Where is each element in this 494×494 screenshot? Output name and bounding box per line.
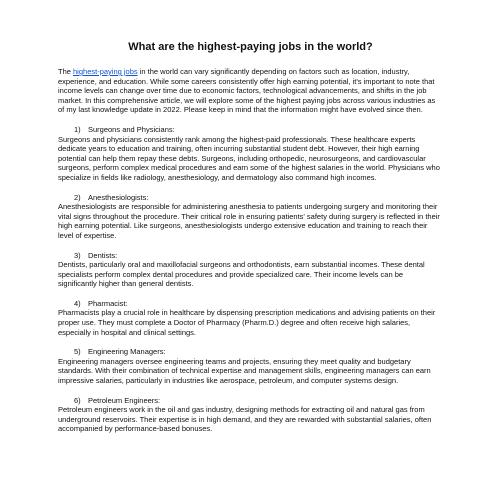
section-pharmacist (58, 299, 443, 337)
section-heading (74, 193, 443, 203)
section-heading (74, 347, 443, 357)
section-heading-text: Petroleum Engineers: (88, 395, 161, 405)
section-heading-text: Anesthesiologists: (88, 192, 149, 202)
section-number: 3) (74, 250, 81, 260)
section-dentists (58, 251, 443, 289)
section-number: 5) (74, 347, 81, 357)
section-body: Dentists, particularly oral and maxillofacial surgeons and orthodontists, earn substantial incomes. These dental specialists perform complex dental procedures and provide specialized care. Their income levels can be significantly higher than general dentists. (58, 260, 425, 289)
section-heading (74, 251, 443, 261)
intro-suffix: in the world can vary significantly depending on factors such as location, industry, experience, and education. While some careers consistently offer high earning potential, it's important to note that income levels can change over time due to economic factors, technological advancements, and shifts in the job market. In this comprehensive article, we will explore some of the highest paying jobs across various industries as of my last knowledge update in 2022. Please keep in mind that the information might have evolved since then. (58, 67, 436, 115)
section-heading-text: Dentists: (88, 250, 118, 260)
section-petroleum-engineers (58, 396, 443, 434)
section-surgeons (58, 125, 443, 183)
section-number: 2) (74, 192, 81, 202)
section-heading-text: Pharmacist: (88, 298, 128, 308)
section-body: Petroleum engineers work in the oil and gas industry, designing methods for extracting oil and natural gas from underground reservoirs. Their expertise is in high demand, and they are rewarded with substantial salaries, often accompanied by performance-based bonuses. (58, 405, 432, 434)
section-heading (74, 396, 443, 406)
intro-prefix: The (58, 67, 74, 76)
section-body: Engineering managers oversee engineering teams and projects, ensuring they meet quality and budgetary standards. With their combination of technical expertise and management skills, engineering managers can earn impressive salaries, particularly in industries like aerospace, petroleum, and computer systems design. (58, 356, 431, 386)
section-body: Pharmacists play a crucial role in healthcare by dispensing prescription medications and advising patients on their proper use. They must complete a Doctor of Pharmacy (Pharm.D.) degree and often receive high salaries, especially in hospital and clinical settings. (58, 308, 436, 337)
highest-paying-jobs-link[interactable]: highest-paying jobs (73, 67, 138, 76)
document-page (58, 40, 443, 434)
intro-paragraph (58, 67, 443, 115)
section-number: 6) (74, 395, 81, 405)
section-heading (74, 125, 443, 135)
section-body: Anesthesiologists are responsible for administering anesthesia to patients undergoing surgery and monitoring their vital signs throughout the procedure. Their critical role in ensuring patients' safety during surgery is reflected in their high earning potential. Like surgeons, anesthesiologists undergo extensive education and training to reach their level of expertise. (58, 202, 440, 240)
section-heading-text: Surgeons and Physicians: (88, 124, 175, 134)
section-number: 1) (74, 124, 81, 134)
section-heading (74, 299, 443, 309)
section-body: Surgeons and physicians consistently rank among the highest-paid professionals. These healthcare experts dedicate years to education and training, often incurring substantial student debt. However, their high earning potential can help them repay these debts. Surgeons, including orthopedic, neurosurgeons, and cardiovascular surgeons, perform complex medical procedures and earn some of the highest salaries in the world. Physicians who specialize in fields like radiology, anesthesiology, and dermatology also command high incomes. (58, 134, 440, 182)
section-anesthesiologists (58, 193, 443, 241)
section-heading-text: Engineering Managers: (88, 347, 166, 357)
section-engineering-managers (58, 347, 443, 385)
section-number: 4) (74, 298, 81, 308)
page-title: What are the highest-paying jobs in the world? (128, 41, 373, 53)
